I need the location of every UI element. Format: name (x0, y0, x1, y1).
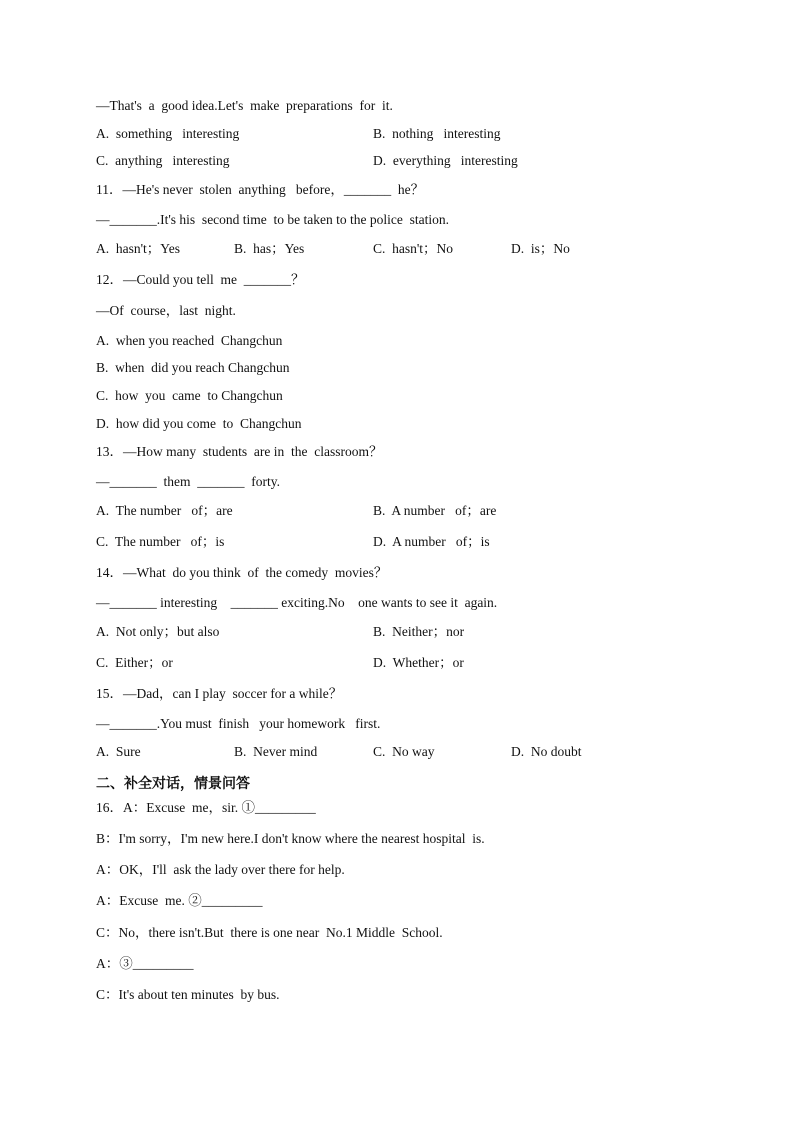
q10-option-a: A. something interesting (96, 126, 240, 141)
q15-option-c: C. No way (373, 744, 435, 759)
q11-option-b: B. has；Yes (234, 241, 305, 256)
q11-option-a: A. hasn't；Yes (96, 241, 180, 256)
q11-option-c: C. hasn't；No (373, 241, 454, 256)
q12-option-c: C. how you came to Changchun (96, 388, 283, 403)
q10-option-c: C. anything interesting (96, 153, 230, 168)
q14-option-c: C. Either；or (96, 655, 173, 670)
q13-option-a: A. The number of；are (96, 503, 233, 518)
q13-option-b: B. A number of；are (373, 503, 497, 518)
q13-option-d: D. A number of；is (373, 534, 490, 549)
q16-line-2: B：I'm sorry，I'm new here.I don't know where the nearest hospital is. (96, 831, 485, 846)
q11-question: 11．—He's never stolen anything before，_______ he？ (96, 182, 425, 197)
q12-option-a: A. when you reached Changchun (96, 333, 283, 348)
q16-line-3: A：OK，I'll ask the lady over there for help. (96, 862, 345, 877)
q11-option-d: D. is；No (511, 241, 570, 256)
q12-option-d: D. how did you come to Changchun (96, 416, 302, 431)
q15-option-d: D. No doubt (511, 744, 582, 759)
q16-line-5: C：No，there isn't.But there is one near No.1 Middle School. (96, 925, 443, 940)
q13-question: 13．—How many students are in the classroom？ (96, 444, 383, 459)
q12-option-b: B. when did you reach Changchun (96, 360, 290, 375)
q14-option-d: D. Whether；or (373, 655, 464, 670)
q15-option-a: A. Sure (96, 744, 141, 759)
section-heading: 二、补全对话，情景问答 (96, 776, 250, 792)
q15-question: 15．—Dad，can I play soccer for a while？ (96, 686, 343, 701)
q11-reply: —_______.It's his second time to be taken to the police station. (96, 212, 449, 227)
q12-reply: —Of course，last night. (96, 303, 236, 318)
document-page (96, 0, 736, 1123)
q16-line-1: 16．A：Excuse me，sir. ①_________ (96, 800, 316, 815)
q13-reply: —_______ them _______ forty. (96, 474, 280, 489)
q14-option-b: B. Neither；nor (373, 624, 465, 639)
q15-option-b: B. Never mind (234, 744, 318, 759)
q10-option-d: D. everything interesting (373, 153, 518, 168)
q12-question: 12．—Could you tell me _______？ (96, 272, 305, 287)
q16-line-6: A：③_________ (96, 956, 194, 971)
q14-reply: —_______ interesting _______ exciting.No one wants to see it again. (96, 595, 498, 610)
q14-question: 14．—What do you think of the comedy movies？ (96, 565, 388, 580)
q16-line-4: A：Excuse me. ②_________ (96, 893, 263, 908)
q16-line-7: C：It's about ten minutes by bus. (96, 987, 280, 1002)
q10-option-b: B. nothing interesting (373, 126, 501, 141)
q10-answer-line: —That's a good idea.Let's make preparations for it. (96, 98, 393, 113)
q13-option-c: C. The number of；is (96, 534, 225, 549)
q14-option-a: A. Not only；but also (96, 624, 220, 639)
q15-reply: —_______.You must finish your homework first. (96, 716, 381, 731)
